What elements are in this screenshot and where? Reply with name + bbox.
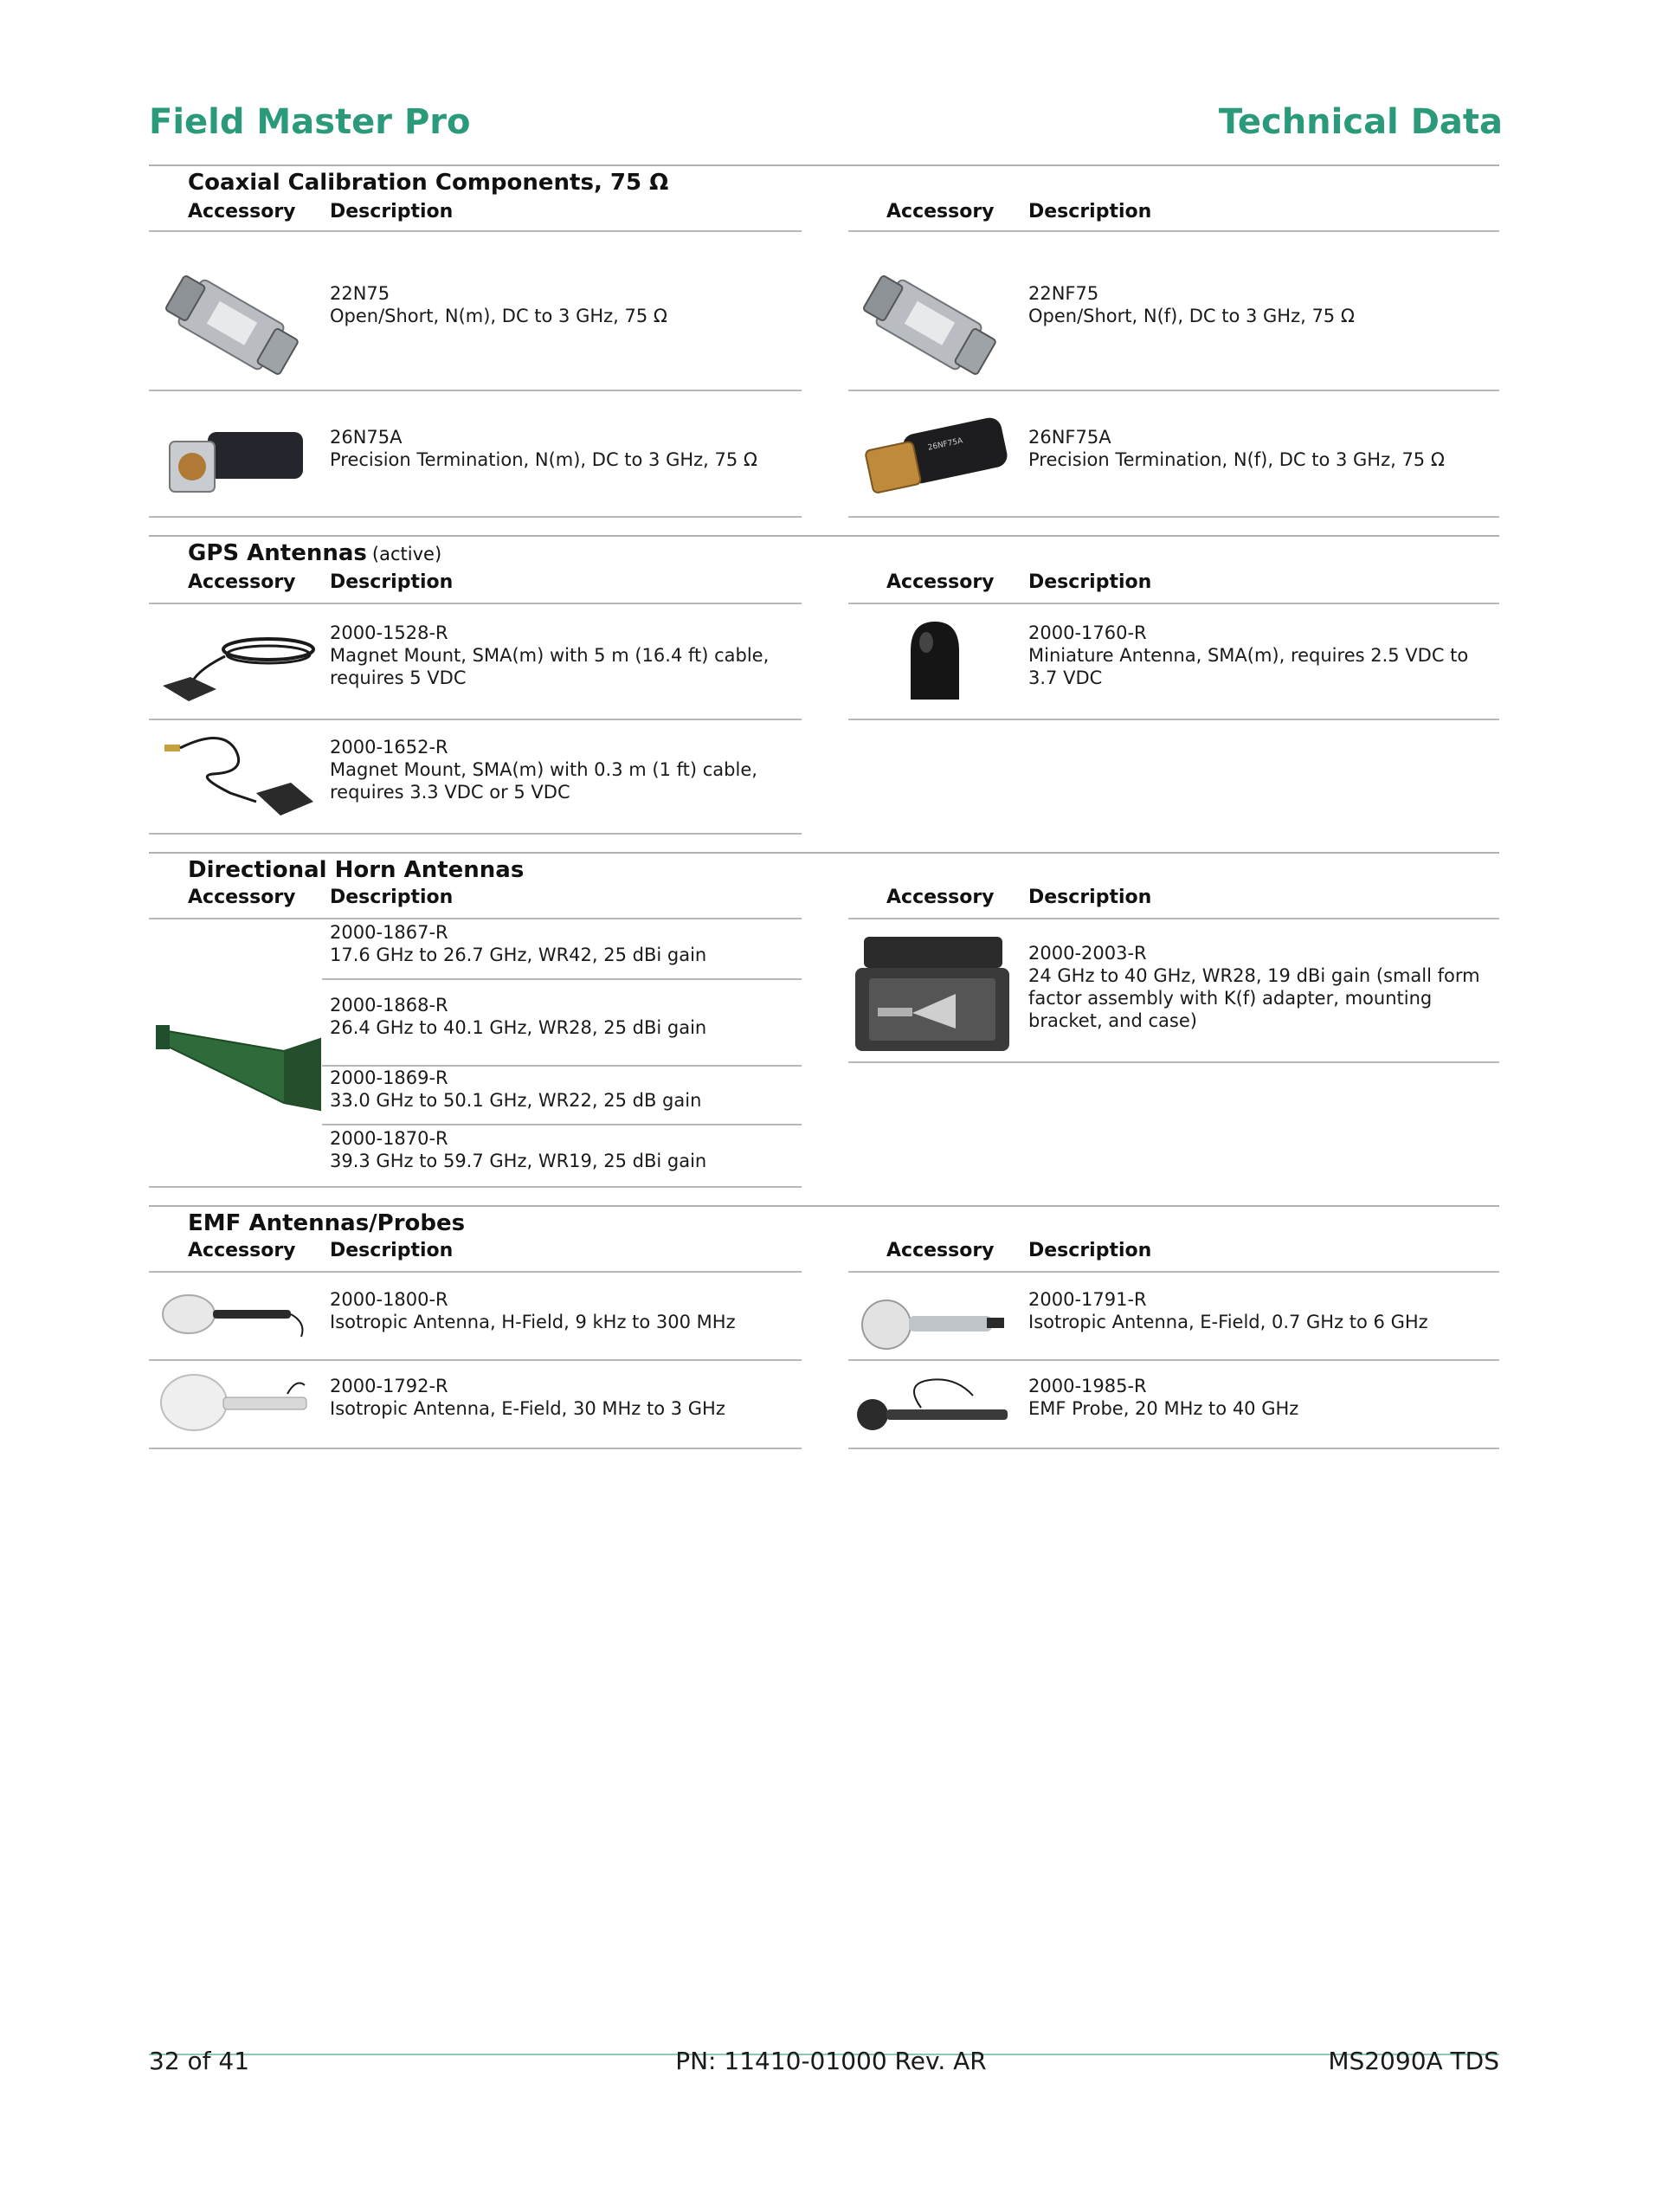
- part-number: 2000-1792-R: [330, 1376, 448, 1396]
- list-item: [330, 1067, 797, 1112]
- probe-icon: [852, 1371, 1016, 1437]
- list-item: [1028, 282, 1496, 327]
- table-rule: [848, 918, 1499, 919]
- part-number: 2000-1652-R: [330, 737, 448, 758]
- part-number: 22N75: [330, 283, 390, 304]
- item-description: Magnet Mount, SMA(m) with 0.3 m (1 ft) cable, requires 3.3 VDC or 5 VDC: [330, 759, 757, 803]
- probe-icon: [857, 1293, 1013, 1354]
- item-description: Precision Termination, N(m), DC to 3 GHz, 75 Ω: [330, 449, 757, 470]
- col-header-accessory: Accessory: [188, 571, 296, 593]
- list-item: [330, 1288, 797, 1333]
- item-description: Precision Termination, N(f), DC to 3 GHz, 75 Ω: [1028, 449, 1445, 470]
- table-rule: [149, 1186, 802, 1188]
- probe-icon: [158, 1288, 313, 1349]
- table-rule: [149, 1359, 802, 1361]
- table-rule: [848, 1359, 1499, 1361]
- item-description: EMF Probe, 20 MHz to 40 GHz: [1028, 1398, 1299, 1419]
- table-rule: [848, 603, 1499, 604]
- gps-section-title: [188, 540, 441, 566]
- antenna-case-icon: [852, 933, 1013, 1054]
- table-rule: [149, 1271, 802, 1273]
- section-title: Technical Data: [1218, 102, 1503, 142]
- table-rule: [848, 1271, 1499, 1273]
- table-rule: [149, 719, 802, 720]
- part-number: 2000-1985-R: [1028, 1376, 1147, 1396]
- list-item: [330, 426, 797, 471]
- list-item: [330, 622, 797, 689]
- col-header-description: Description: [330, 201, 454, 222]
- col-header-description: Description: [330, 887, 454, 908]
- col-header-accessory: Accessory: [188, 887, 296, 908]
- col-header-description: Description: [330, 1240, 454, 1261]
- table-rule: [149, 390, 802, 391]
- gps-puck-icon: [161, 732, 317, 828]
- gps-subtitle: (active): [371, 544, 442, 564]
- svg-text:26NF75A: 26NF75A: [927, 436, 964, 453]
- table-rule: [848, 1061, 1499, 1063]
- part-number: 2000-2003-R: [1028, 943, 1147, 964]
- list-item: [1028, 1375, 1496, 1420]
- col-header-accessory: Accessory: [886, 201, 995, 222]
- item-description: Open/Short, N(f), DC to 3 GHz, 75 Ω: [1028, 306, 1355, 326]
- col-header-accessory: Accessory: [188, 201, 296, 222]
- gps-puck-icon: [156, 622, 320, 708]
- item-description: Magnet Mount, SMA(m) with 5 m (16.4 ft) cable, requires 5 VDC: [330, 645, 770, 688]
- col-header-description: Description: [1028, 571, 1152, 593]
- col-header-accessory: Accessory: [886, 1240, 995, 1261]
- mini-antenna-icon: [900, 616, 970, 712]
- table-rule: [149, 230, 802, 232]
- coax-section-title: Coaxial Calibration Components, 75 Ω: [188, 170, 669, 196]
- col-header-description: Description: [1028, 201, 1152, 222]
- part-number: 2000-1791-R: [1028, 1289, 1147, 1310]
- part-number: 2000-1867-R: [330, 922, 448, 943]
- col-header-description: Description: [1028, 887, 1152, 908]
- col-header-accessory: Accessory: [886, 887, 995, 908]
- termination-icon: [860, 403, 1013, 507]
- part-number: 2000-1868-R: [330, 995, 448, 1016]
- col-header-accessory: Accessory: [188, 1240, 296, 1261]
- table-rule: [149, 1448, 802, 1449]
- item-description: Isotropic Antenna, E-Field, 30 MHz to 3 GHz: [330, 1398, 725, 1419]
- probe-icon: [158, 1368, 313, 1434]
- header-rule: [149, 164, 1499, 166]
- horn-section-title: Directional Horn Antennas: [188, 857, 525, 883]
- table-rule: [149, 603, 802, 604]
- table-rule: [848, 516, 1499, 518]
- section-rule: [149, 535, 1499, 537]
- table-rule: [149, 516, 802, 518]
- section-rule: [149, 852, 1499, 854]
- table-rule: [848, 719, 1499, 720]
- part-number: 2000-1870-R: [330, 1128, 448, 1149]
- section-rule: [149, 1205, 1499, 1207]
- list-item: [330, 994, 797, 1039]
- item-description: 24 GHz to 40 GHz, WR28, 19 dBi gain (small form factor assembly with K(f) adapter, mounting bracket, and case): [1028, 965, 1480, 1031]
- table-rule: [848, 390, 1499, 391]
- list-item: [1028, 1288, 1496, 1333]
- page-title: Field Master Pro: [149, 102, 471, 142]
- open-short-adapter-icon: [158, 260, 305, 390]
- item-description: 26.4 GHz to 40.1 GHz, WR28, 25 dBi gain: [330, 1017, 707, 1038]
- document-part-number: PN: 11410-01000 Rev. AR: [675, 2047, 987, 2075]
- list-item: [330, 1375, 797, 1420]
- item-description: Isotropic Antenna, E-Field, 0.7 GHz to 6 GHz: [1028, 1312, 1428, 1332]
- list-item: [330, 921, 797, 966]
- item-description: Open/Short, N(m), DC to 3 GHz, 75 Ω: [330, 306, 667, 326]
- item-description: Isotropic Antenna, H-Field, 9 kHz to 300 MHz: [330, 1312, 736, 1332]
- col-header-description: Description: [330, 571, 454, 593]
- item-description: 39.3 GHz to 59.7 GHz, WR19, 25 dBi gain: [330, 1151, 707, 1171]
- part-number: 2000-1528-R: [330, 622, 448, 643]
- list-item: [1028, 942, 1496, 1032]
- open-short-adapter-icon: [855, 260, 1002, 390]
- page-number: 32 of 41: [149, 2047, 250, 2075]
- item-description: Miniature Antenna, SMA(m), requires 2.5 VDC to 3.7 VDC: [1028, 645, 1469, 688]
- part-number: 2000-1760-R: [1028, 622, 1147, 643]
- table-rule: [322, 1124, 802, 1125]
- col-header-accessory: Accessory: [886, 571, 995, 593]
- list-item: [330, 736, 797, 803]
- document-name: MS2090A TDS: [1328, 2047, 1499, 2075]
- item-description: 33.0 GHz to 50.1 GHz, WR22, 25 dB gain: [330, 1090, 702, 1111]
- col-header-description: Description: [1028, 1240, 1152, 1261]
- part-number: 26NF75A: [1028, 427, 1111, 448]
- horn-antenna-icon: [154, 996, 324, 1117]
- table-rule: [149, 833, 802, 835]
- table-rule: [848, 230, 1499, 232]
- termination-icon: [164, 419, 312, 506]
- list-item: [330, 1127, 797, 1172]
- list-item: [1028, 426, 1496, 471]
- table-rule: [848, 1448, 1499, 1449]
- list-item: [330, 282, 797, 327]
- table-rule: [149, 918, 802, 919]
- part-number: 2000-1869-R: [330, 1067, 448, 1088]
- part-number: 22NF75: [1028, 283, 1099, 304]
- list-item: [1028, 622, 1496, 689]
- table-rule: [322, 978, 802, 980]
- emf-section-title: EMF Antennas/Probes: [188, 1210, 466, 1236]
- part-number: 2000-1800-R: [330, 1289, 448, 1310]
- item-description: 17.6 GHz to 26.7 GHz, WR42, 25 dBi gain: [330, 945, 707, 965]
- part-number: 26N75A: [330, 427, 403, 448]
- gps-title: GPS Antennas: [188, 540, 367, 566]
